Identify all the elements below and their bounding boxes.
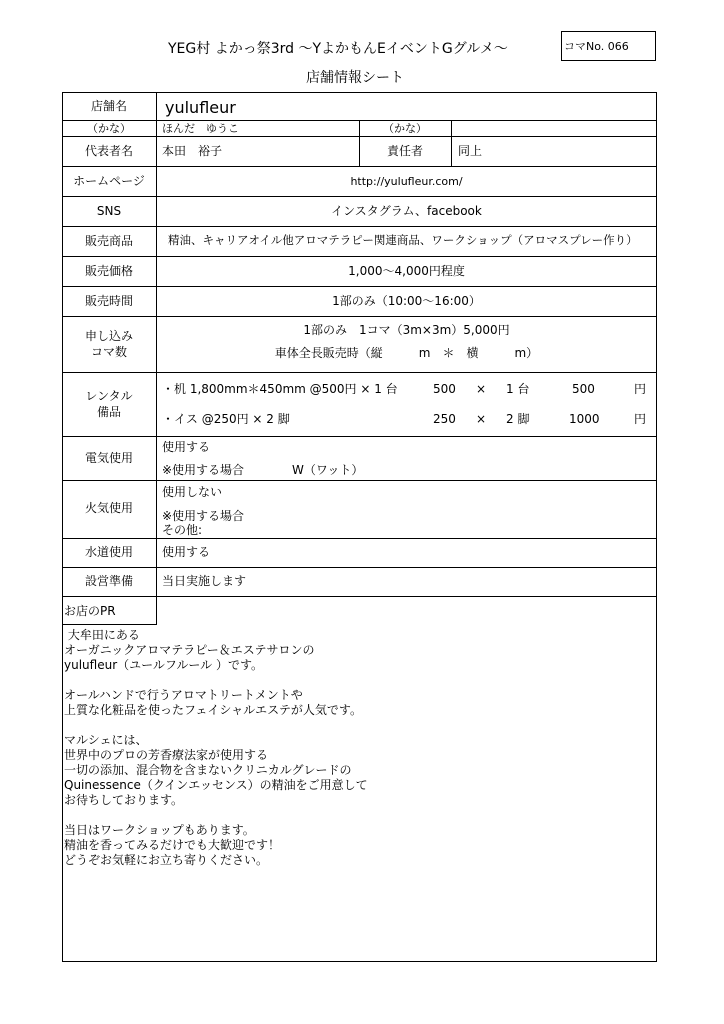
manager-value: 同上	[458, 144, 483, 158]
pr-label: お店のPR	[64, 604, 116, 618]
application-line-2: 車体全長販売時（縦 m ＊ 横 m）	[274, 346, 539, 360]
row-divider	[62, 286, 657, 287]
rental-label-2: 備品	[96, 405, 121, 419]
row-divider	[62, 316, 657, 317]
document-subtitle: 店舗情報シート	[306, 70, 404, 86]
water-label: 水道使用	[84, 545, 133, 559]
koma-number-box	[561, 31, 656, 61]
kana-value: ほんだ ゆうこ	[162, 122, 239, 135]
row-divider	[62, 596, 657, 597]
sns-label: SNS	[96, 204, 122, 218]
electric-label: 電気使用	[84, 451, 133, 465]
price-label: 販売価格	[84, 264, 133, 278]
homepage-value: http://yulufleur.com/	[350, 175, 463, 188]
kana-label: （かな）	[87, 122, 131, 135]
water-value: 使用する	[162, 545, 211, 559]
rental-item-total: 500	[572, 382, 595, 396]
price-value: 1,000〜4,000円程度	[348, 264, 465, 278]
rental-item-yen: 円	[634, 412, 647, 426]
application-line-1: 1部のみ 1コマ（3m×3m）5,000円	[303, 323, 510, 337]
rental-item-name: ・イス @250円 × 2 脚	[162, 412, 290, 426]
row-divider	[62, 480, 657, 481]
document-title: YEG村 よかっ祭3rd 〜YよかもんEイベントGグルメ〜	[168, 41, 508, 57]
electric-note: ※使用する場合 W（ワット）	[162, 463, 364, 477]
fire-note: ※使用する場合	[162, 509, 245, 523]
row-divider	[62, 166, 657, 167]
column-divider	[451, 120, 452, 166]
row-divider	[62, 196, 657, 197]
row-divider	[62, 624, 157, 625]
sns-value: インスタグラム、facebook	[331, 204, 482, 218]
application-label: 申し込み	[84, 329, 133, 343]
rental-item-unit: 500	[433, 382, 456, 396]
fire-other: その他:	[162, 523, 203, 537]
row-divider	[62, 226, 657, 227]
fire-label: 火気使用	[84, 501, 133, 515]
products-label: 販売商品	[84, 234, 133, 248]
pr-text: 大牟田にある オーガニックアロマテラピー＆エステサロンの yulufleur（ユールフルール ）です。 オールハンドで行うアロマトリートメントや 上質な化粧品を使ったフェイシャルエステが人気です。 マルシェには、 世界中のプロの芳香療法家が使用する 一切の添加、混合物を含まないクリニカルグレードの Quinessence（クインエッセンス）の精油をご用意して お待ちしております。 当日はワークショップもあります。 精油を香ってみるだけでも大歓迎です！ どうぞお気軽にお立ち寄りください。	[64, 628, 368, 867]
store-name-label: 店舗名	[90, 99, 127, 113]
application-label-2: コマ数	[90, 345, 127, 359]
koma-number: コマNo. 066	[564, 40, 629, 53]
row-divider	[62, 436, 657, 437]
rental-label: レンタル	[85, 389, 133, 403]
rental-item-qty: 1 台	[506, 382, 530, 396]
products-value: 精油、キャリアオイル他アロマテラピー関連商品、ワークショップ（アロマスプレー作り）	[168, 233, 638, 247]
hours-value: 1部のみ（10:00〜16:00）	[332, 294, 481, 308]
store-name-value: yulufleur	[165, 98, 236, 117]
manager-kana-label: （かな）	[383, 122, 427, 135]
rental-item-qty: 2 脚	[506, 412, 530, 426]
rental-item-unit: 250	[433, 412, 456, 426]
setup-value: 当日実施します	[162, 574, 247, 588]
row-divider	[62, 567, 657, 568]
rental-item-name: ・机 1,800mm＊450mm @500円 × 1 台	[162, 382, 398, 396]
setup-label: 設営準備	[84, 574, 133, 588]
electric-value: 使用する	[162, 440, 211, 454]
representative-value: 本田 裕子	[162, 144, 223, 158]
row-divider	[62, 538, 657, 539]
rental-item-yen: 円	[634, 382, 647, 396]
rental-item-total: 1000	[569, 412, 600, 426]
rental-item-times: ×	[476, 382, 487, 396]
manager-label: 責任者	[386, 144, 423, 158]
fire-value: 使用しない	[162, 485, 223, 499]
row-divider	[62, 372, 657, 373]
representative-label: 代表者名	[84, 144, 133, 158]
row-divider	[62, 256, 657, 257]
homepage-label: ホームページ	[73, 174, 145, 188]
hours-label: 販売時間	[84, 294, 133, 308]
rental-item-times: ×	[476, 412, 487, 426]
